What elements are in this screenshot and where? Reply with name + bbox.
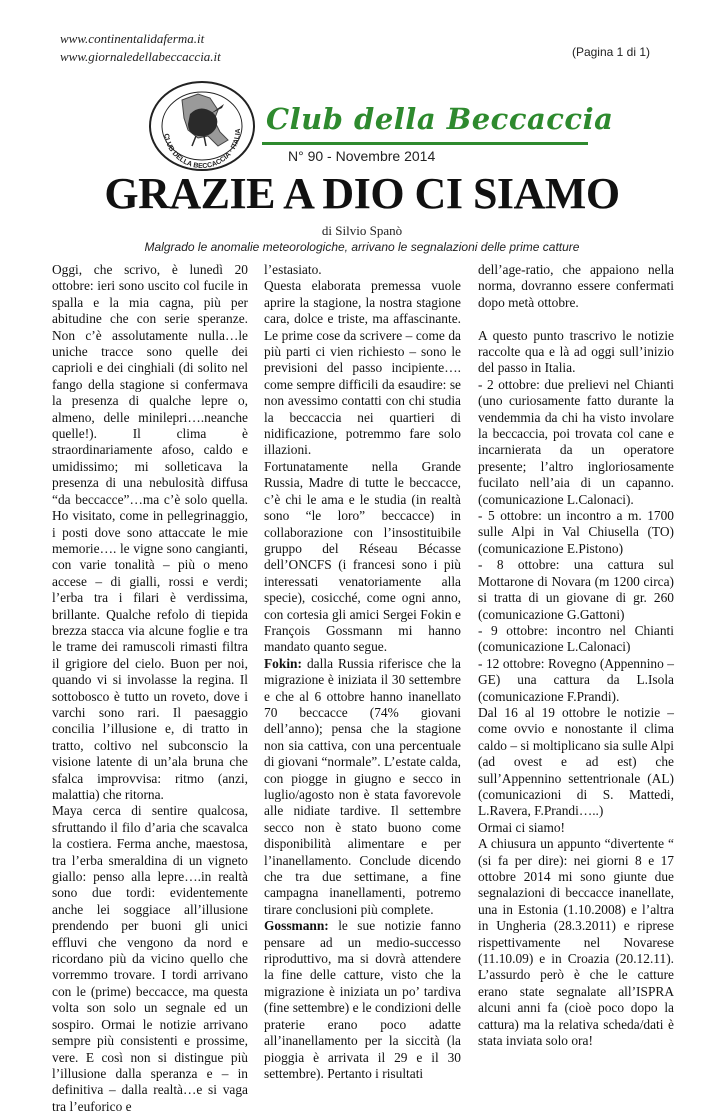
club-name: Club della Beccaccia	[266, 102, 614, 136]
paragraph: Maya cerca di sentire qualcosa, sfruttando il filo d’aria che scavalca la costiera. Ferma anche, maestosa, tra l’erba smeraldina di un vigneto giallo: penso alla lepre….in realtà sono due tordi: evidentemente anche lei soggiace all’illusione prendendo per buoni gli unici effluvi che vengono da nord e ricordano più da vicino quello che vorremmo trovare. I tordi arrivano con le (prime) beccacce, ma questa volta son solo un segnale ed un sospiro. Ormai le notizie arrivano sempre più consistenti e prossime, vere. E così non si distingue più l’illusione dalla speranza e – in definitiva – dalla realtà…e si vaga tra l’euforico e	[52, 803, 248, 1114]
paragraph-gossmann	[264, 918, 461, 1082]
title-divider	[262, 142, 588, 145]
article-subtitle: Malgrado le anomalie meteorologiche, arrivano le segnalazioni delle prime catture	[144, 240, 580, 254]
site-urls	[60, 30, 221, 66]
page-indicator: (Pagina 1 di 1)	[571, 45, 650, 59]
paragraph: A questo punto trascrivo le notizie raccolte qua e là ad oggi sull’inizio del passo in Italia.	[478, 327, 674, 376]
url-continentali[interactable]: www.continentalidaferma.it	[60, 31, 205, 46]
fokin-text: dalla Russia riferisce che la migrazione è iniziata il 30 settembre e che al 6 ottobre hanno inanellato 70 beccacce (74% giovani dell’anno); pensa che la stagione non sia cattiva, con una percentuale di giovani “normale”. L’estate calda, con piogge in giugno e secco in luglio/agosto non è stata favorevole alle nidiate tardive. Il settembre secco non è stato buono come disponibilità alimentare e per l’inanellamento. Conclude dicendo che tra due settimane, a fine campagna inanellamenti, potremo tirare conclusioni più complete.	[264, 655, 461, 917]
paragraph: A chiusura un appunto “divertente “ (si fa per dire): nei giorni 8 e 17 ottobre 2014 mi sono giunte due segnalazioni di beccacce inanellate, una in Estonia (1.10.2008) e l’altra in Ungheria (28.3.2011) e riprese rispettivamente nel Novarese (11.10.09) e in Croazia (20.12.11). L’assurdo però è che le catture erano state segnalate all’ISPRA alcuni anni fa (cioè poco dopo la cattura) ma la relativa scheda/dati è stata inviata solo ora!	[478, 836, 674, 1049]
url-giornale[interactable]: www.giornaledellabeccaccia.it	[60, 49, 221, 64]
gossmann-label: Gossmann:	[264, 918, 329, 934]
paragraph: - 9 ottobre: incontro nel Chianti (comunicazione L.Calonaci)	[478, 622, 674, 655]
paragraph: - 12 ottobre: Rovegno (Appennino – GE) una cattura da L.Isola (comunicazione F.Prandi).	[478, 655, 674, 704]
paragraph: dell’age-ratio, che appaiono nella norma, dovranno essere confermati dopo metà ottobre.	[478, 262, 674, 310]
paragraph: Fortunatamente nella Grande Russia, Madre di tutte le beccacce, c’è chi le ama e le studia (in realtà sono “le loro” beccacce) in collaborazione con l’insostituibile gruppo del Réseau Bécasse dell’ONCFS (i francesi sono i più interessati venatoriamente alla specie), cosicché, come ogni anno, con cortesia gli amici Sergei Fokin e François Gossmann mi hanno mandato quanto segue.	[264, 458, 461, 655]
paragraph: - 5 ottobre: un incontro a m. 1700 sulle Alpi in Val Chiusella (TO) (comunicazione E.Pistono)	[478, 508, 674, 556]
gossmann-text: le sue notizie fanno pensare ad un medio-successo riproduttivo, ma si dovrà attendere la fine delle catture, visto che la migrazione è iniziata un po’ tardiva (fine settembre) e le condizioni delle praterie erano poco adatte all’inanellamento per la siccità (la pioggia è arrivata il 29 e il 30 settembre). Pertanto i risultati	[264, 918, 461, 1081]
logo-caption: CLUB DELLA BECCACCIA · ITALIA	[162, 128, 243, 171]
article-column-2	[264, 262, 461, 1082]
paragraph: Ormai ci siamo!	[478, 819, 566, 835]
fokin-label: Fokin:	[264, 655, 302, 671]
article-title: GRAZIE A DIO CI SIAMO	[104, 169, 620, 218]
paragraph-fokin	[264, 656, 461, 919]
paragraph: - 2 ottobre: due prelievi nel Chianti (uno curiosamente fatto durante la vendemmia da chi ha visto involare la beccaccia, poi trovata col cane e incarnierata da un operatore presente; l’altro ingloriosamente fucilato nell’aia di un capanno. (comunicazione L.Calonaci).	[478, 376, 674, 507]
article-byline: di Silvio Spanò	[321, 223, 403, 238]
issue-number: N° 90 - Novembre 2014	[288, 148, 436, 164]
paragraph: Questa elaborata premessa vuole aprire la stagione, la nostra stagione cara, dolce e triste, ma affascinante. Le prime cose da scrivere – come da più parti ci vien richiesto – sono le previsioni del passo incipiente…. come sempre difficili da esaudire: se non avessimo contatti con chi studia la beccaccia nei quartieri di nidificazione, potremmo fare solo illazioni.	[264, 278, 461, 458]
article-column-3	[478, 262, 674, 1049]
article-column-1	[52, 262, 248, 1115]
paragraph: Oggi, che scrivo, è lunedì 20 ottobre: ieri sono uscito col fucile in spalla e la mia cagna, più per abitudine che con serie speranze. Non c’è assolutamente nulla…le uniche tracce sono quelle dei caprioli e dei cinghiali (di solito nel fango della stagione si confermava la presenza di qualche lepre o, almeno, delle minilepri….neanche quelle!). Il clima è straordinariamente afoso, caldo e umidissimo; mi solleticava la presenza di una nebulosità diffusa “da beccacce”…ma c’è solo quella. Ho visitato, come in pellegrinaggio, i posti dove sono attaccate le mie memorie…. le vigne sono cangianti, con varie tonalità – più o meno accese – di gialli, rossi e verdi; l’erba tra i filari è verdissima, brillante. Qualche refolo di tiepida brezza stacca via alcune foglie e tra le trame dei ramuscoli rimasti filtra il grigiore del cielo. Buon per noi, quando vi si involasse la regina. Il sottobosco è tutto un roveto, dove i varchi sono rari. Il paesaggio concilia l’illusione e, di tratto in tratto, coltivo nel subconscio la visione latente di un’ala bruna che sfalca improvvisa: ritmo (anzi, malattia) che ritorna.	[52, 262, 248, 802]
paragraph: Dal 16 al 19 ottobre le notizie – come ovvio e nonostante il clima caldo – si moltiplicano sia sulle Alpi (ad ovest e ad est) che sull’Appennino settentrionale (AL) (comunicazioni di S. Mattedi, L.Ravera, F.Prandi…..)	[478, 704, 674, 819]
club-logo	[148, 80, 256, 172]
paragraph: l’estasiato.	[264, 262, 322, 277]
paragraph-spacer	[478, 311, 674, 327]
paragraph: - 8 ottobre: una cattura sul Mottarone di Novara (m 1200 circa) si tratta di un giovane di gr. 260 (comunicazione G.Gattoni)	[478, 557, 674, 622]
